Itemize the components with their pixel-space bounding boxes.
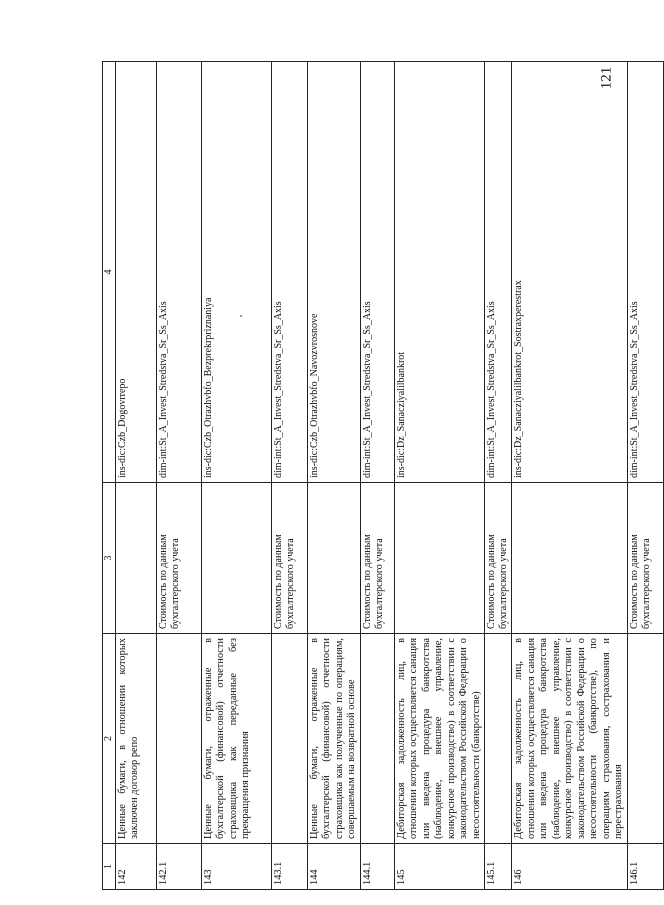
row-description: Ценные бумаги, отраженные в бухгалтерской (финансовой) отчетности страховщика как переданные без прекращения признания [202, 634, 272, 844]
row-element: dim-int:St_A_Invest_Stredstva_Sr_Ss_Axis [627, 62, 663, 483]
row-element: dim-int:St_A_Invest_Stredstva_Sr_Ss_Axis [272, 62, 308, 483]
table-row-145 [394, 62, 484, 890]
row-number: 143.1 [272, 844, 308, 890]
row-element: ins-dic:Dz_Sanacziyalilbankrot_Sostraxperestrax [512, 62, 627, 483]
row-number: 146.1 [627, 844, 663, 890]
row-description: Дебиторская задолженность лиц, в отношении которых осуществляется санация или введена процедура банкротства (наблюдение, внешнее управление, конкурсное производство) в соответствии с законодательством Российской Федерации о несостоятельности (банкротстве), по операциям страхования, сострахования и перестрахования [512, 634, 627, 844]
row-measure: Стоимость по данным бухгалтерского учета [485, 483, 512, 634]
row-element: ins-dic:Czb_Dogovrrepo [116, 62, 157, 483]
row-measure [394, 483, 484, 634]
row-number: 146 [512, 844, 627, 890]
row-measure: Стоимость по данным бухгалтерского учета [627, 483, 663, 634]
row-description: Ценные бумаги, в отношении которых заключен договор репо [116, 634, 157, 844]
header-cell-1: 1 [103, 844, 116, 890]
row-measure [308, 483, 361, 634]
row-description [485, 634, 512, 844]
row-element: ins-dic:Czb_Otrazhvbfo_Bezprekrpriznaniya [202, 62, 272, 483]
table-row-143-1 [272, 62, 308, 890]
row-description [360, 634, 394, 844]
row-measure: Стоимость по данным бухгалтерского учета [157, 483, 202, 634]
table-row-144-1 [360, 62, 394, 890]
row-element: ins-dic:Dz_Sanacziyalilbankrot [394, 62, 484, 483]
row-measure: Стоимость по данным бухгалтерского учета [360, 483, 394, 634]
header-cell-3: 3 [103, 483, 116, 634]
table-row-143 [202, 62, 272, 890]
row-measure [512, 483, 627, 634]
row-element: dim-int:St_A_Invest_Stredstva_Sr_Ss_Axis [360, 62, 394, 483]
row-number: 145 [394, 844, 484, 890]
row-measure [116, 483, 157, 634]
table-header-row [103, 62, 116, 890]
row-measure [202, 483, 272, 634]
row-description [272, 634, 308, 844]
row-description [157, 634, 202, 844]
row-description [627, 634, 663, 844]
row-number: 145.1 [485, 844, 512, 890]
table-row-142-1 [157, 62, 202, 890]
row-number: 144 [308, 844, 361, 890]
table-row-146 [512, 62, 627, 890]
xbrl-mapping-table [102, 61, 664, 890]
row-description: Ценные бумаги, отраженные в бухгалтерской (финансовой) отчетности страховщика как полученные по операциям, совершаемым на возвратной основе [308, 634, 361, 844]
row-number: 142 [116, 844, 157, 890]
table-row-145-1 [485, 62, 512, 890]
table-row-142 [116, 62, 157, 890]
header-cell-2: 2 [103, 634, 116, 844]
page-number-text: 121 [598, 66, 615, 90]
row-number: 142.1 [157, 844, 202, 890]
row-number: 143 [202, 844, 272, 890]
header-cell-4: 4 [103, 62, 116, 483]
row-number: 144.1 [360, 844, 394, 890]
row-element: dim-int:St_A_Invest_Stredstva_Sr_Ss_Axis [157, 62, 202, 483]
row-measure: Стоимость по данным бухгалтерского учета [272, 483, 308, 634]
table-row-146-1 [627, 62, 663, 890]
row-element: ins-dic:Czb_Otrazhvbfo_Navozvrosnove [308, 62, 361, 483]
table-row-144 [308, 62, 361, 890]
row-element: dim-int:St_A_Invest_Stredstva_Sr_Ss_Axis [485, 62, 512, 483]
row-description: Дебиторская задолженность лиц, в отношении которых осуществляется санация или введена процедура банкротства (наблюдение, внешнее управление, конкурсное производство) в соответствии с законодательством Российской Федерации о несостоятельности (банкротстве) [394, 634, 484, 844]
